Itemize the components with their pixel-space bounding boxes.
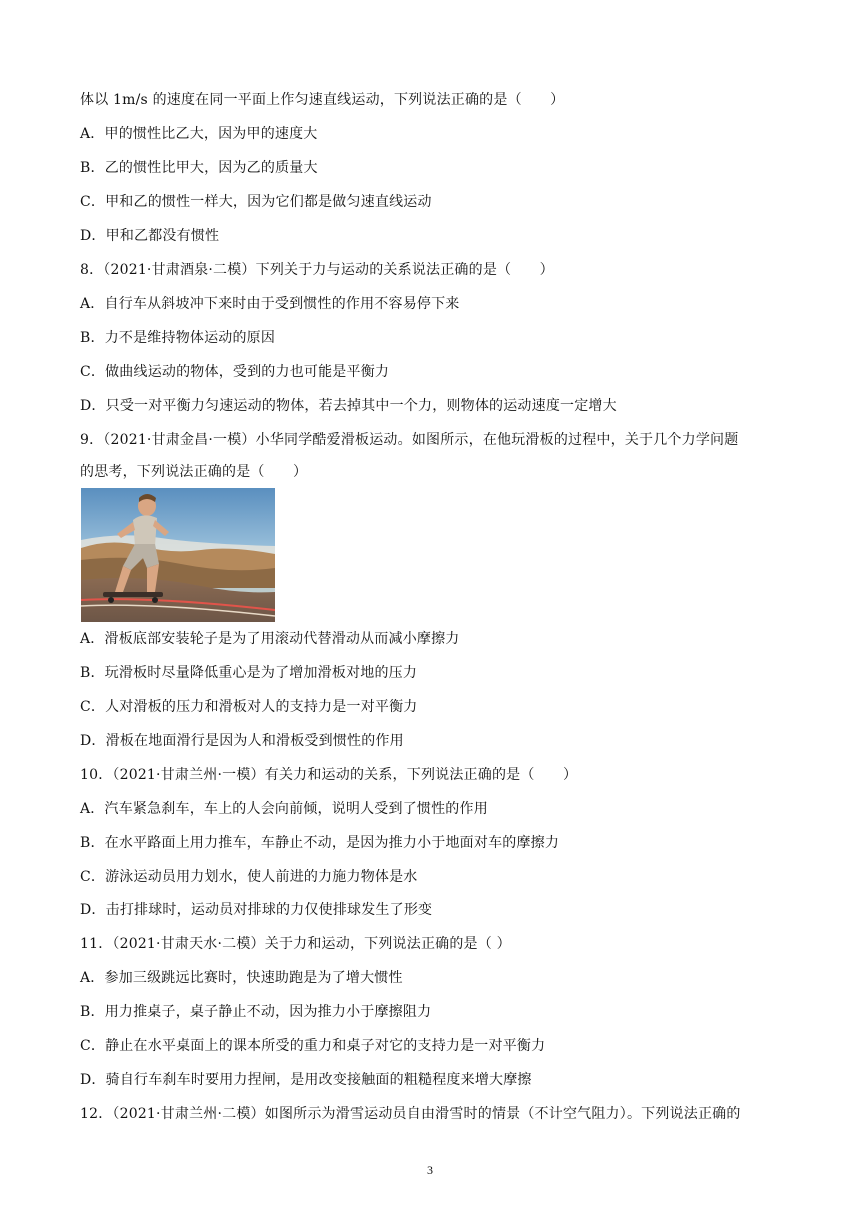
option-a: A．滑板底部安装轮子是为了用滚动代替滑动从而减小摩擦力 (80, 631, 460, 647)
skateboarder-photo (81, 488, 275, 622)
option-d: D．滑板在地面滑行是因为人和滑板受到惯性的作用 (80, 733, 404, 749)
option-c: C．甲和乙的惯性一样大，因为它们都是做匀速直线运动 (80, 194, 432, 210)
option-c: C．做曲线运动的物体，受到的力也可能是平衡力 (80, 364, 390, 380)
option-c: C．静止在水平桌面上的课本所受的重力和桌子对它的支持力是一对平衡力 (80, 1038, 546, 1054)
option-b: B．乙的惯性比甲大，因为乙的质量大 (80, 160, 318, 176)
question-12: 12．（2021·甘肃兰州·二模）如图所示为滑雪运动员自由滑雪时的情景（不计空气阻力）。下列说法正确的 (80, 1106, 741, 1122)
text-line: 体以 1m/s 的速度在同一平面上作匀速直线运动，下列说法正确的是（ ） (80, 92, 565, 108)
question-10: 10．（2021·甘肃兰州·一模）有关力和运动的关系，下列说法正确的是（ ） (80, 767, 578, 783)
question-9: 9．（2021·甘肃金昌·一模）小华同学酷爱滑板运动。如图所示，在他玩滑板的过程中，关于几个力学问题 (80, 432, 739, 448)
option-c: C．游泳运动员用力划水，使人前进的力施力物体是水 (80, 869, 418, 885)
option-b: B．在水平路面上用力推车，车静止不动，是因为推力小于地面对车的摩擦力 (80, 835, 560, 851)
option-d: D．骑自行车刹车时要用力捏闸，是用改变接触面的粗糙程度来增大摩擦 (80, 1072, 532, 1088)
option-a: A．自行车从斜坡冲下来时由于受到惯性的作用不容易停下来 (80, 296, 460, 312)
option-d: D．只受一对平衡力匀速运动的物体，若去掉其中一个力，则物体的运动速度一定增大 (80, 398, 617, 414)
option-b: B．力不是维持物体运动的原因 (80, 330, 276, 346)
question-11: 11．（2021·甘肃天水·二模）关于力和运动，下列说法正确的是（ ） (80, 936, 511, 952)
text-line: 的思考，下列说法正确的是（ ） (80, 464, 308, 480)
option-b: B．玩滑板时尽量降低重心是为了增加滑板对地的压力 (80, 665, 418, 681)
page-number: 3 (427, 1163, 433, 1177)
question-8: 8．（2021·甘肃酒泉·二模）下列关于力与运动的关系说法正确的是（ ） (80, 262, 554, 278)
option-a: A．参加三级跳远比赛时，快速助跑是为了增大惯性 (80, 970, 403, 986)
option-d: D．甲和乙都没有惯性 (80, 228, 220, 244)
option-a: A．甲的惯性比乙大，因为甲的速度大 (80, 126, 318, 142)
option-d: D．击打排球时，运动员对排球的力仅使排球发生了形变 (80, 902, 433, 918)
option-a: A．汽车紧急刹车，车上的人会向前倾，说明人受到了惯性的作用 (80, 801, 488, 817)
option-c: C．人对滑板的压力和滑板对人的支持力是一对平衡力 (80, 699, 418, 715)
option-b: B．用力推桌子，桌子静止不动，因为推力小于摩擦阻力 (80, 1004, 432, 1020)
